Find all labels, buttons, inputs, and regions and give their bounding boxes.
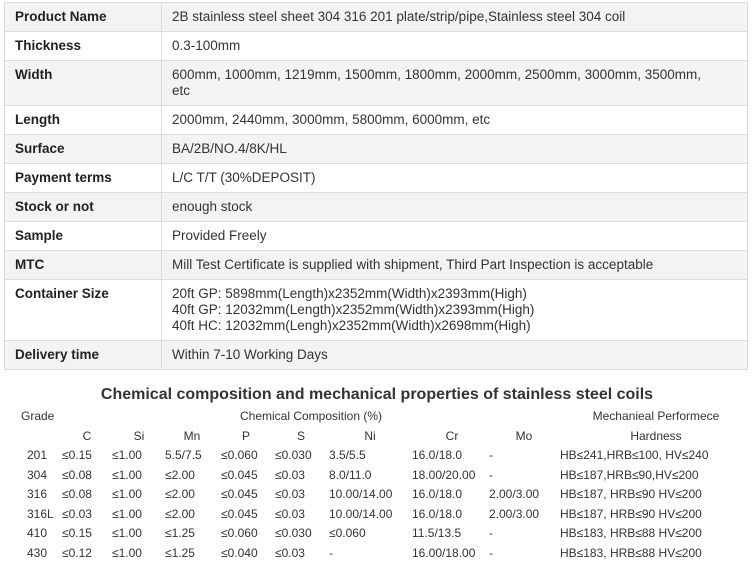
spec-label: Width: [5, 61, 162, 106]
spec-value: [162, 222, 748, 251]
spec-label: Delivery time: [5, 341, 162, 370]
s-header: S: [296, 428, 306, 443]
chem-cell-p: ≤0.040: [221, 545, 258, 560]
chem-cell-ni: ≤0.060: [329, 526, 366, 540]
chem-cell-s: ≤0.03: [275, 487, 305, 501]
chem-cell-mo: -: [489, 467, 493, 482]
chem-cell-grade: 316L: [27, 506, 54, 521]
spec-row: [5, 32, 748, 61]
spec-value-line: 40ft GP: 12032mm(Length)x2352mm(Width)x2393mm(High): [172, 302, 535, 317]
chem-cell-hardness: HB≤183, HRB≤88 HV≤200: [560, 545, 702, 560]
chem-cell-si: ≤1.00: [112, 448, 142, 462]
chem-row: [0, 504, 754, 524]
spec-value: [162, 164, 748, 193]
chem-cell-cr: 16.0/18.0: [412, 506, 463, 521]
chemical-composition-title: Chemical composition and mechanical properties of stainless steel coils: [100, 386, 654, 403]
chem-cell-s: ≤0.03: [275, 545, 305, 560]
spec-label: Stock or not: [5, 193, 162, 222]
chem-cell-mo: 2.00/3.00: [489, 506, 540, 521]
spec-label: Sample: [5, 222, 162, 251]
chem-cell-c: ≤0.12: [62, 545, 92, 560]
chem-cell-p: ≤0.060: [221, 526, 258, 540]
spec-value: [162, 3, 748, 32]
spec-value-line: L/C T/T (30%DEPOSIT): [172, 170, 316, 185]
chem-cell-grade: 316: [27, 487, 48, 501]
chem-cell-cr: 16.00/18.00: [412, 545, 476, 560]
chem-cell-mn: ≤2.00: [165, 467, 195, 482]
spec-value-line: 0.3-100mm: [172, 38, 241, 53]
chem-row: [0, 465, 754, 485]
chem-cell-p: ≤0.060: [221, 448, 258, 462]
spec-label: Thickness: [5, 32, 162, 61]
spec-value-line: etc: [172, 83, 191, 98]
chem-cell-mn: ≤1.25: [165, 526, 195, 540]
spec-row: [5, 3, 748, 32]
chem-cell-mo: -: [489, 545, 493, 560]
spec-label: Container Size: [5, 280, 162, 341]
chem-cell-mo: 2.00/3.00: [489, 487, 540, 501]
spec-value: [162, 341, 748, 370]
chem-cell-mo: -: [489, 526, 493, 540]
chem-data-rows: [0, 445, 754, 562]
spec-label: Payment terms: [5, 164, 162, 193]
spec-row: [5, 135, 748, 164]
mechanical-performance-header: Mechanieal Performece: [592, 409, 720, 423]
spec-label: Surface: [5, 135, 162, 164]
chem-row: [0, 445, 754, 465]
chem-cell-mn: ≤2.00: [165, 487, 195, 501]
spec-row: [5, 106, 748, 135]
spec-row: [5, 61, 748, 106]
chem-cell-grade: 304: [27, 467, 48, 482]
spec-row: [5, 193, 748, 222]
chem-cell-ni: 10.00/14.00: [329, 487, 393, 501]
chem-cell-p: ≤0.045: [221, 506, 258, 521]
chem-cell-cr: 16.0/18.0: [412, 487, 463, 501]
chem-cell-grade: 201: [27, 448, 48, 462]
spec-value: [162, 251, 748, 280]
chem-cell-cr: 11.5/13.5: [412, 526, 462, 540]
p-header: P: [241, 428, 251, 443]
si-header: Si: [133, 428, 145, 443]
spec-value-line: Mill Test Certificate is supplied with shipment, Third Part Inspection is acceptable: [172, 257, 654, 272]
chem-cell-ni: -: [329, 545, 333, 560]
chem-cell-grade: 410: [27, 526, 48, 540]
spec-value-line: 2B stainless steel sheet 304 316 201 plate/strip/pipe,Stainless steel 304 coil: [172, 9, 626, 24]
grade-header: Grade: [21, 409, 55, 423]
spec-value: [162, 61, 748, 106]
chem-cell-mn: ≤1.25: [165, 545, 195, 560]
spec-label: Length: [5, 106, 162, 135]
product-spec-table: [4, 2, 748, 370]
chem-row: [0, 543, 754, 562]
chem-cell-p: ≤0.045: [221, 487, 258, 501]
chem-cell-c: ≤0.08: [62, 487, 92, 501]
chem-cell-hardness: HB≤187, HRB≤90 HV≤200: [560, 487, 702, 501]
chem-cell-hardness: HB≤183, HRB≤88 HV≤200: [560, 526, 702, 540]
chem-cell-ni: 10.00/14.00: [329, 506, 393, 521]
chemical-composition-header: Chemical Composition (%): [239, 409, 383, 423]
chem-cell-si: ≤1.00: [112, 467, 142, 482]
chem-cell-cr: 18.00/20.00: [412, 467, 476, 482]
spec-value: [162, 193, 748, 222]
spec-value-line: Provided Freely: [172, 228, 267, 243]
spec-value: [162, 280, 748, 341]
chem-cell-c: ≤0.15: [62, 526, 92, 540]
chem-row: [0, 523, 754, 543]
spec-label: Product Name: [5, 3, 162, 32]
chem-header-row-2: [0, 426, 754, 446]
chem-cell-c: ≤0.03: [62, 506, 92, 521]
mo-header: Mo: [515, 428, 533, 443]
mn-header: Mn: [183, 428, 201, 443]
chem-cell-c: ≤0.08: [62, 467, 92, 482]
chem-row: [0, 484, 754, 504]
spec-value: [162, 106, 748, 135]
chem-cell-ni: 3.5/5.5: [329, 448, 366, 462]
chem-cell-si: ≤1.00: [112, 506, 142, 521]
spec-value-line: 2000mm, 2440mm, 3000mm, 5800mm, 6000mm, etc: [172, 112, 491, 127]
spec-value-line: BA/2B/NO.4/8K/HL: [172, 141, 287, 156]
chem-cell-hardness: HB≤187,HRB≤90,HV≤200: [560, 467, 699, 482]
chem-header-row-1: [0, 406, 754, 426]
spec-value-line: 20ft GP: 5898mm(Length)x2352mm(Width)x2393mm(High): [172, 286, 527, 301]
spec-row: [5, 251, 748, 280]
chem-cell-s: ≤0.030: [275, 526, 312, 540]
spec-value-line: Within 7-10 Working Days: [172, 347, 328, 362]
chem-cell-c: ≤0.15: [62, 448, 92, 462]
ni-header: Ni: [364, 428, 376, 443]
product-spec-table-body: [5, 3, 748, 370]
chem-cell-si: ≤1.00: [112, 487, 142, 501]
chem-cell-mo: -: [489, 448, 493, 462]
spec-value: [162, 135, 748, 164]
chem-cell-grade: 430: [27, 545, 48, 560]
chem-cell-mn: ≤2.00: [165, 506, 195, 521]
cr-header: Cr: [445, 428, 459, 443]
spec-row: [5, 280, 748, 341]
chem-cell-si: ≤1.00: [112, 526, 142, 540]
spec-value-line: 600mm, 1000mm, 1219mm, 1500mm, 1800mm, 2000mm, 2500mm, 3000mm, 3500mm,: [172, 67, 701, 82]
chem-cell-p: ≤0.045: [221, 467, 258, 482]
spec-row: [5, 164, 748, 193]
chem-cell-s: ≤0.03: [275, 506, 305, 521]
spec-value-line: 40ft HC: 12032mm(Lengh)x2352mm(Width)x2698mm(High): [172, 318, 531, 333]
chemical-composition-table: [0, 406, 754, 562]
chem-cell-s: ≤0.03: [275, 467, 305, 482]
spec-value-line: enough stock: [172, 199, 253, 214]
spec-row: [5, 222, 748, 251]
spec-label: MTC: [5, 251, 162, 280]
chem-cell-si: ≤1.00: [112, 545, 142, 560]
chem-cell-hardness: HB≤187, HRB≤90 HV≤200: [560, 506, 702, 521]
chem-cell-s: ≤0.030: [275, 448, 312, 462]
spec-value: [162, 32, 748, 61]
c-header: C: [82, 428, 92, 443]
hardness-header: Hardness: [630, 428, 682, 443]
chem-cell-mn: 5.5/7.5: [165, 448, 202, 462]
chem-cell-ni: 8.0/11.0: [329, 467, 372, 482]
spec-row: [5, 341, 748, 370]
chem-cell-cr: 16.0/18.0: [412, 448, 463, 462]
chem-cell-hardness: HB≤241,HRB≤100, HV≤240: [560, 448, 709, 462]
